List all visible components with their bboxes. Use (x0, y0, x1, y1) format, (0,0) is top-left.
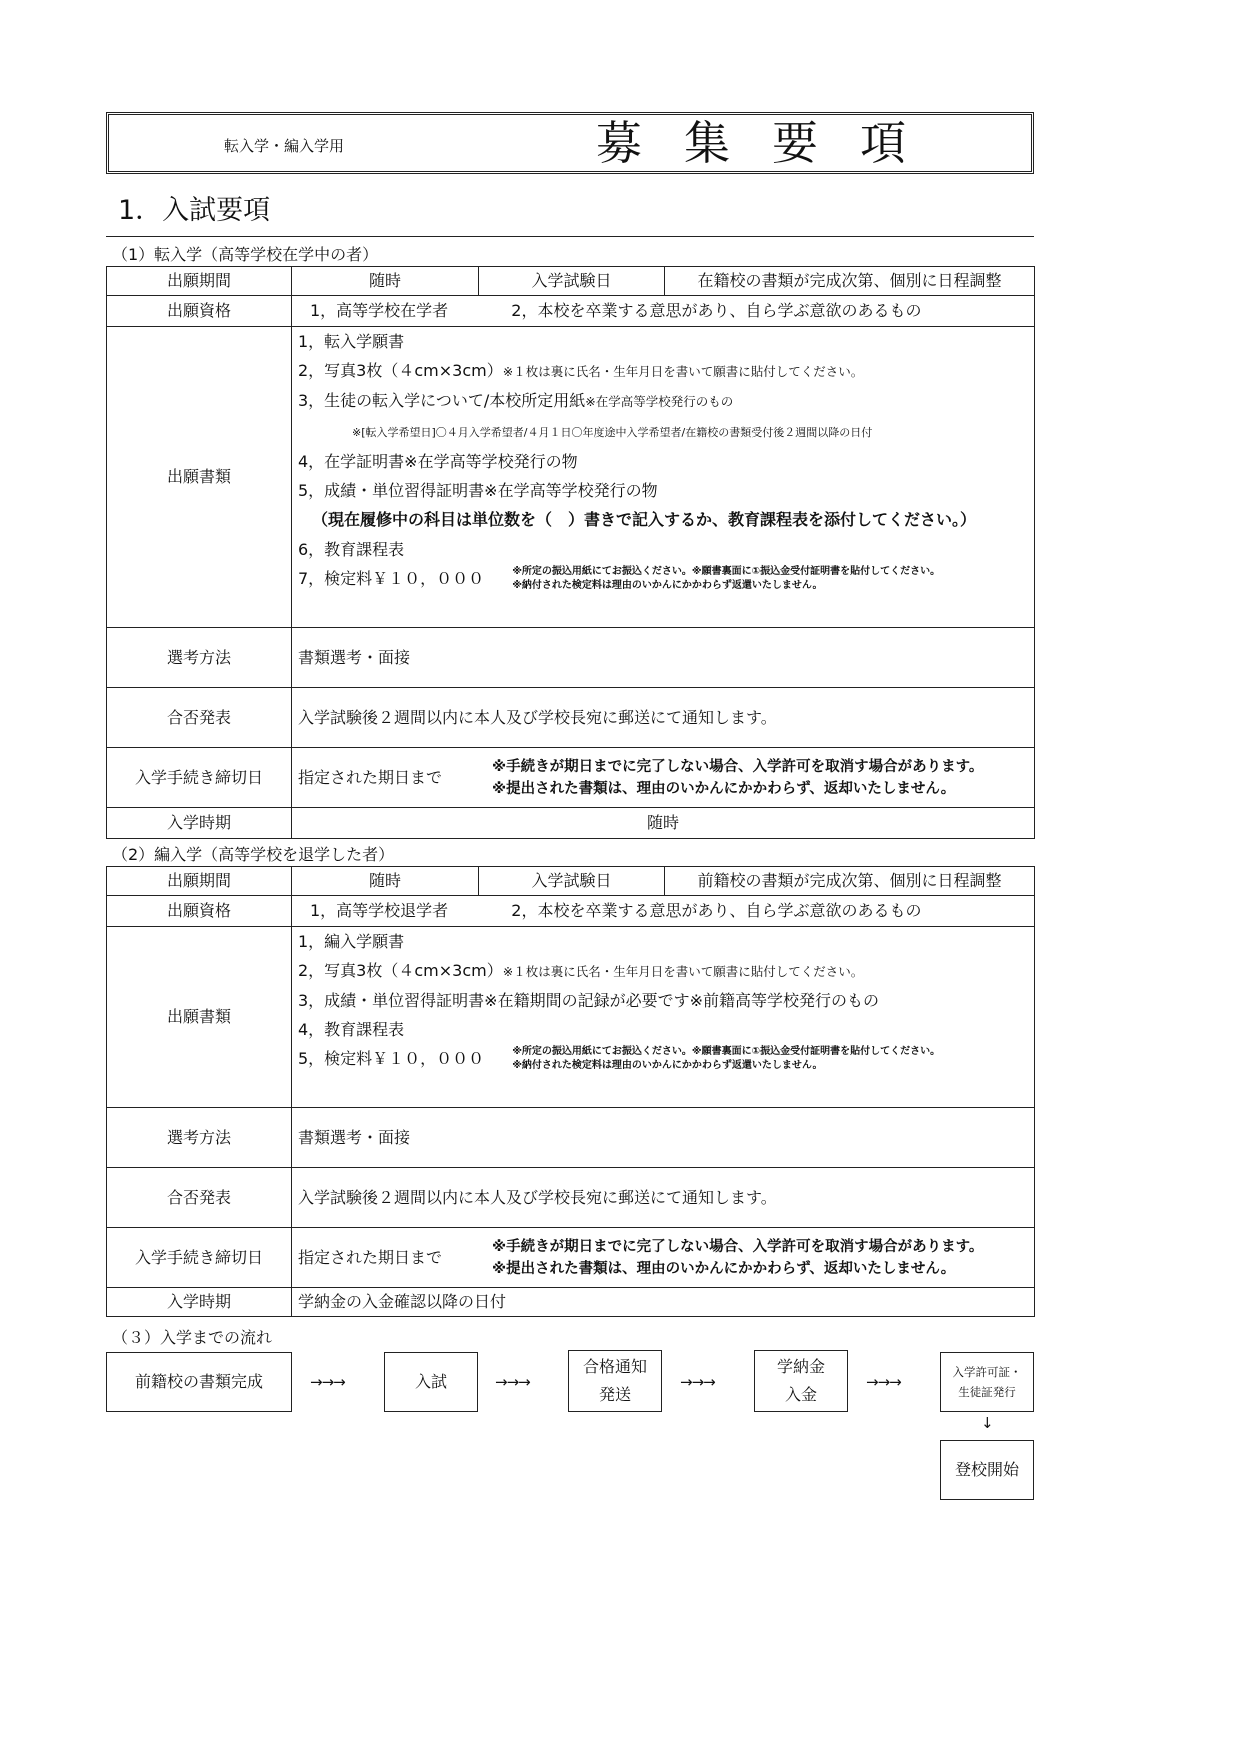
result-value: 入学試験後２週間以内に本人及び学校長宛に郵送にて通知します。 (292, 1168, 1035, 1228)
readmission-heading: （2）編入学（高等学校を退学した者） (112, 845, 395, 864)
selection-value: 書類選考・面接 (292, 1108, 1035, 1168)
readmission-table (106, 866, 1035, 1317)
documents-label: 出願書類 (107, 327, 292, 628)
arrow-right-icon: →→→ (680, 1373, 715, 1391)
flow-step-documents: 前籍校の書類完成 (106, 1352, 292, 1412)
document-item: 5，成績・単位習得証明書※在学高等学校発行の物 (298, 481, 658, 500)
deadline-label: 入学手続き締切日 (107, 1228, 292, 1288)
table-row (107, 808, 1035, 839)
flow-step-payment: 学納金 入金 (754, 1350, 848, 1412)
qualification-2: 2，本校を卒業する意思があり、自ら学ぶ意欲のあるもの (511, 301, 922, 321)
deadline-text: 指定された期日まで (298, 1247, 443, 1267)
timing-label: 入学時期 (107, 1288, 292, 1317)
period-label: 出願期間 (107, 267, 292, 296)
arrow-down-icon: ↓ (981, 1414, 993, 1432)
timing-value: 随時 (292, 808, 1035, 839)
selection-label: 選考方法 (107, 1108, 292, 1168)
table-row (107, 688, 1035, 748)
document-item: 2，写真3枚（４cm×3cm）※１枚は裏に氏名・生年月日を書いて願書に貼付してください。 (298, 961, 864, 980)
table-row (107, 1108, 1035, 1168)
header-subtitle: 転入学・編入学用 (224, 137, 345, 155)
exam-label: 入学試験日 (479, 267, 665, 296)
timing-label: 入学時期 (107, 808, 292, 839)
document-item: 3，成績・単位習得証明書※在籍期間の記録が必要です※前籍高等学校発行のもの (298, 991, 879, 1010)
flow-step-notice: 合格通知 発送 (568, 1350, 662, 1412)
period-value: 随時 (292, 867, 479, 896)
period-value: 随時 (292, 267, 479, 296)
fee-note: ※所定の振込用紙にてお振込ください。※願書裏面に①振込金受付証明書を貼付してください。 (512, 1045, 941, 1057)
table-row (107, 867, 1035, 896)
selection-value: 書類選考・面接 (292, 628, 1035, 688)
documents-label: 出願書類 (107, 927, 292, 1108)
flow-heading: （３）入学までの流れ (112, 1328, 273, 1347)
table-row (107, 927, 1035, 1108)
qualification-value (292, 296, 1035, 327)
document-item: 1，編入学願書 (298, 932, 405, 951)
qualification-value (292, 896, 1035, 927)
fee-note: ※納付された検定料は理由のいかんにかかわらず返還いたしません。 (512, 1059, 823, 1071)
document-item: 7，検定料￥１０，０００ (298, 569, 485, 588)
table-row (107, 748, 1035, 808)
flow-step-certificate: 入学許可証・ 生徒証発行 (940, 1352, 1034, 1412)
table-row (107, 296, 1035, 327)
document-item: 4，在学証明書※在学高等学校発行の物 (298, 452, 578, 471)
fee-note: ※納付された検定料は理由のいかんにかかわらず返還いたしません。 (512, 579, 823, 591)
deadline-note: ※提出された書類は、理由のいかんにかかわらず、返却いたしません。 (492, 780, 956, 797)
qualification-label: 出願資格 (107, 896, 292, 927)
qualification-1: 1，高等学校在学者 (310, 301, 449, 321)
arrow-right-icon: →→→ (495, 1373, 530, 1391)
table-row (107, 1168, 1035, 1228)
exam-label: 入学試験日 (479, 867, 665, 896)
result-value: 入学試験後２週間以内に本人及び学校長宛に郵送にて通知します。 (292, 688, 1035, 748)
deadline-label: 入学手続き締切日 (107, 748, 292, 808)
result-label: 合否発表 (107, 688, 292, 748)
arrow-right-icon: →→→ (310, 1373, 345, 1391)
table-row (107, 327, 1035, 628)
deadline-note: ※提出された書類は、理由のいかんにかかわらず、返却いたしません。 (492, 1260, 956, 1277)
qualification-label: 出願資格 (107, 296, 292, 327)
transfer-table (106, 266, 1035, 839)
table-row (107, 896, 1035, 927)
documents-value (292, 327, 1035, 628)
timing-value: 学納金の入金確認以降の日付 (292, 1288, 1035, 1317)
table-row (107, 628, 1035, 688)
result-label: 合否発表 (107, 1168, 292, 1228)
fee-notes (512, 565, 940, 593)
deadline-value (292, 748, 1035, 808)
qualification-2: 2，本校を卒業する意思があり、自ら学ぶ意欲のあるもの (511, 901, 922, 921)
transfer-heading: （1）転入学（高等学校在学中の者） (112, 245, 379, 264)
fee-note: ※所定の振込用紙にてお振込ください。※願書裏面に①振込金受付証明書を貼付してください。 (512, 565, 941, 577)
document-item: 4，教育課程表 (298, 1020, 405, 1039)
qualification-1: 1，高等学校退学者 (310, 901, 449, 921)
table-row (107, 1228, 1035, 1288)
document-item: 5，検定料￥１０，０００ (298, 1049, 485, 1068)
document-item: 6，教育課程表 (298, 540, 405, 559)
document-subnote: ※[転入学希望日]〇４月入学希望者/４月１日〇年度途中入学希望者/在籍校の書類受付後２週間以降の日付 (352, 426, 873, 439)
document-item: 1，転入学願書 (298, 332, 405, 351)
fee-row (298, 564, 1028, 593)
arrow-right-icon: →→→ (866, 1373, 901, 1391)
documents-value (292, 927, 1035, 1108)
exam-value: 前籍校の書類が完成次第、個別に日程調整 (665, 867, 1035, 896)
table-row (107, 267, 1035, 296)
period-label: 出願期間 (107, 867, 292, 896)
document-item: 3，生徒の転入学について/本校所定用紙※在学高等学校発行のもの (298, 391, 734, 410)
table-row (107, 1288, 1035, 1317)
document-item: 2，写真3枚（４cm×3cm）※１枚は裏に氏名・生年月日を書いて願書に貼付してください。 (298, 361, 864, 380)
deadline-value (292, 1228, 1035, 1288)
exam-value: 在籍校の書類が完成次第、個別に日程調整 (665, 267, 1035, 296)
deadline-text: 指定された期日まで (298, 767, 443, 787)
flow-step-attendance: 登校開始 (940, 1440, 1034, 1500)
deadline-note: ※手続きが期日までに完了しない場合、入学許可を取消す場合があります。 (492, 758, 984, 775)
section-title: 1．入試要項 (118, 195, 271, 226)
selection-label: 選考方法 (107, 628, 292, 688)
fee-row (298, 1044, 1028, 1073)
page-title: 募集要項 (596, 116, 948, 170)
fee-notes (512, 1045, 940, 1073)
credit-note: （現在履修中の科目は単位数を（ ）書きで記入するか、教育課程表を添付してください。） (312, 510, 977, 529)
section-divider (106, 236, 1034, 237)
flow-step-exam: 入試 (384, 1352, 478, 1412)
deadline-note: ※手続きが期日までに完了しない場合、入学許可を取消す場合があります。 (492, 1238, 984, 1255)
